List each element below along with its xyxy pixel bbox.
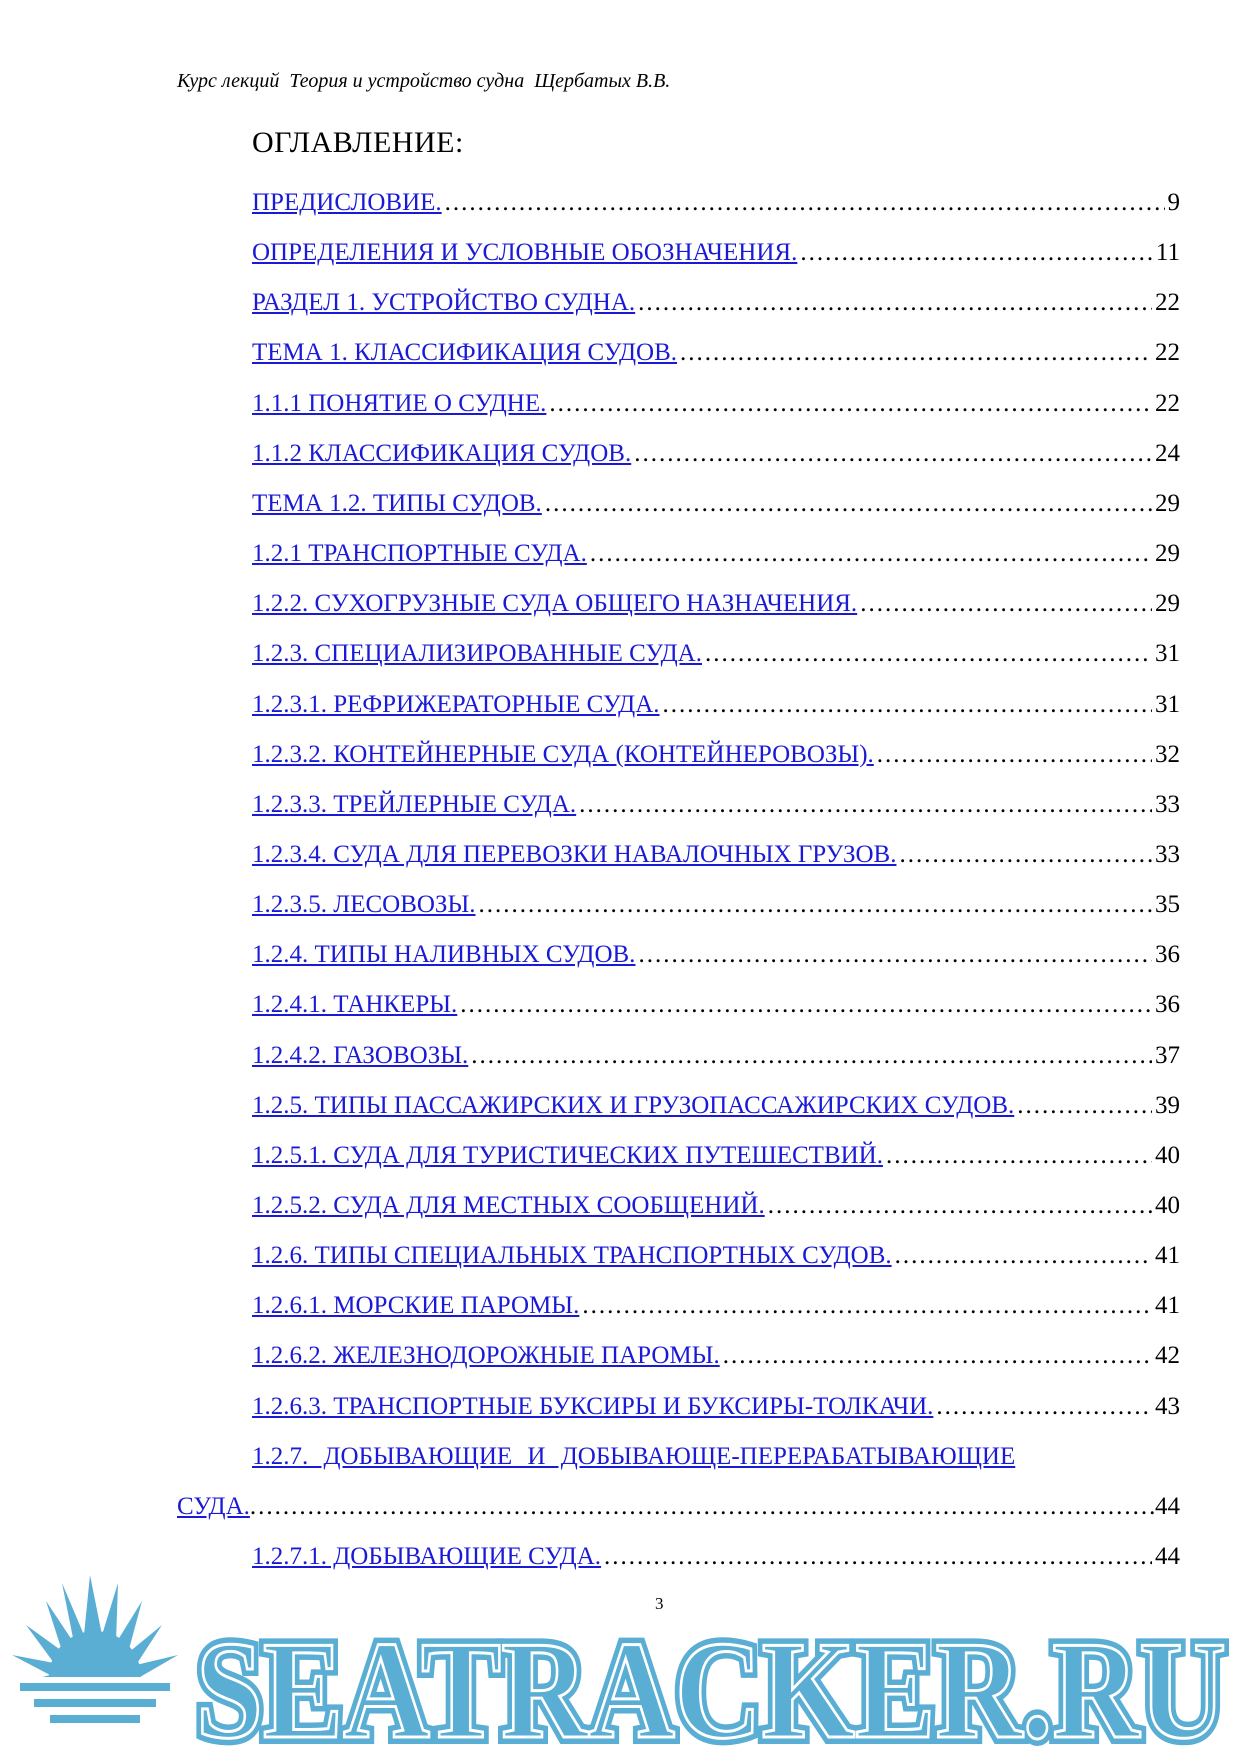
leader-dots [579, 788, 1152, 822]
leader-dots [680, 336, 1152, 370]
toc-entry-link[interactable]: СУДА. [177, 1493, 250, 1520]
toc-entry-page: 40 [1155, 1192, 1180, 1219]
toc-entry-page: 32 [1155, 740, 1180, 768]
toc-entry-page: 33 [1155, 790, 1180, 818]
sun-burst-icon [0, 1575, 200, 1754]
toc-entry-page: 31 [1155, 690, 1180, 718]
toc-title: ОГЛАВЛЕНИЕ: [252, 126, 464, 159]
leader-dots [549, 387, 1152, 421]
toc-entry-page: 41 [1155, 1292, 1180, 1320]
leader-dots [1017, 1089, 1152, 1123]
leader-dots [250, 1490, 1155, 1524]
toc-entry-link[interactable]: РАЗДЕЛ 1. УСТРОЙСТВО СУДНА. [252, 289, 636, 317]
leader-dots [800, 236, 1153, 270]
leader-dots [590, 537, 1152, 571]
leader-dots [479, 888, 1152, 922]
document-header: Курс лекций Теория и устройство судна Щербатых В.В. [177, 70, 671, 92]
leader-dots [895, 1239, 1152, 1273]
toc-entry-link[interactable]: 1.2.6. ТИПЫ СПЕЦИАЛЬНЫХ ТРАНСПОРТНЫХ СУДОВ. [252, 1242, 892, 1270]
toc-entry-page: 42 [1155, 1342, 1180, 1370]
leader-dots [860, 587, 1152, 621]
toc-entry-page: 29 [1155, 590, 1180, 618]
toc-entry-page: 24 [1155, 439, 1180, 467]
toc-entry-link[interactable]: 1.2.3.1. РЕФРИЖЕРАТОРНЫЕ СУДА. [252, 690, 660, 718]
toc-entry[interactable] [252, 1139, 1180, 1173]
toc-entry[interactable] [252, 738, 1180, 772]
toc-entry[interactable] [252, 537, 1180, 571]
toc-entry-link[interactable]: 1.2.6.1. МОРСКИЕ ПАРОМЫ. [252, 1292, 580, 1320]
toc-entry[interactable] [252, 587, 1180, 621]
leader-dots [936, 1390, 1152, 1424]
toc-entry-link[interactable]: 1.2.3.4. СУДА ДЛЯ ПЕРЕВОЗКИ НАВАЛОЧНЫХ ГРУЗОВ. [252, 840, 897, 868]
leader-dots [471, 1039, 1152, 1073]
toc-entry-page: 35 [1155, 891, 1180, 919]
toc-entry[interactable] [252, 1039, 1180, 1073]
toc-entry-link[interactable]: 1.2.5.1. СУДА ДЛЯ ТУРИСТИЧЕСКИХ ПУТЕШЕСТВИЙ. [252, 1141, 883, 1169]
toc-entry-page: 39 [1155, 1091, 1180, 1119]
toc-entry[interactable] [252, 186, 1180, 220]
leader-dots [582, 1289, 1152, 1323]
leader-dots [545, 487, 1152, 521]
toc-entry[interactable] [252, 487, 1180, 521]
toc-entry-link[interactable]: ОПРЕДЕЛЕНИЯ И УСЛОВНЫЕ ОБОЗНАЧЕНИЯ. [252, 239, 798, 267]
toc-entry-link[interactable]: 1.1.1 ПОНЯТИЕ О СУДНЕ. [252, 389, 547, 417]
toc-entry-link[interactable]: 1.2.3.3. ТРЕЙЛЕРНЫЕ СУДА. [252, 790, 577, 818]
toc-entry-link[interactable]: 1.2.1 ТРАНСПОРТНЫЕ СУДА. [252, 540, 587, 568]
toc-entry[interactable] [252, 1089, 1180, 1123]
toc-entry[interactable] [252, 236, 1180, 270]
toc-entry-link[interactable]: 1.2.3.5. ЛЕСОВОЗЫ. [252, 891, 476, 919]
toc-entry-page: 22 [1155, 339, 1180, 367]
toc-entry-page: 22 [1155, 289, 1180, 317]
toc-entry-page: 31 [1155, 640, 1180, 668]
watermark-text: SEATRACKER.RU [196, 1613, 1226, 1754]
toc-entry-page: 44 [1155, 1493, 1180, 1520]
toc-entry-link[interactable]: 1.2.2. СУХОГРУЗНЫЕ СУДА ОБЩЕГО НАЗНАЧЕНИЯ. [252, 590, 858, 618]
toc-entry-page: 43 [1155, 1392, 1180, 1420]
toc-entry-page: 29 [1155, 489, 1180, 517]
leader-dots [899, 838, 1152, 872]
leader-dots [723, 1339, 1152, 1373]
toc-entry-page: 9 [1167, 189, 1180, 216]
toc-entry[interactable] [252, 838, 1180, 872]
leader-dots [634, 437, 1152, 471]
toc-entry-page: 22 [1155, 389, 1180, 417]
leader-dots [638, 938, 1152, 972]
toc-entry-1-2-7-line1[interactable]: 1.2.7. ДОБЫВАЮЩИЕ И ДОБЫВАЮЩЕ-ПЕРЕРАБАТЫВАЮЩИЕ [252, 1443, 1016, 1470]
toc-entry[interactable] [252, 437, 1180, 471]
toc-entry-page: 36 [1155, 941, 1180, 969]
toc-entry-page: 11 [1155, 239, 1180, 267]
leader-dots [638, 286, 1152, 320]
toc-entry[interactable] [252, 1289, 1180, 1323]
toc-entry[interactable] [252, 1339, 1180, 1373]
toc-entry[interactable] [252, 1189, 1180, 1223]
leader-dots [877, 738, 1152, 772]
toc-entry-link[interactable]: ТЕМА 1.2. ТИПЫ СУДОВ. [252, 489, 542, 517]
toc-entry[interactable] [252, 286, 1180, 320]
leader-dots [768, 1189, 1152, 1223]
leader-dots [886, 1139, 1152, 1173]
toc-entry-page: 36 [1155, 991, 1180, 1019]
toc-entry-link[interactable]: 1.2.7.1. ДОБЫВАЮЩИЕ СУДА. [252, 1543, 602, 1570]
toc-entry-page: 40 [1155, 1141, 1180, 1169]
toc-entry-link[interactable]: 1.2.4.1. ТАНКЕРЫ. [252, 991, 458, 1019]
toc-entry-link[interactable]: 1.2.4. ТИПЫ НАЛИВНЫХ СУДОВ. [252, 941, 636, 969]
toc-entry-link[interactable]: 1.2.3.2. КОНТЕЙНЕРНЫЕ СУДА (КОНТЕЙНЕРОВОЗЫ). [252, 740, 874, 768]
toc-entry[interactable] [252, 688, 1180, 722]
toc-entry-page: 33 [1155, 840, 1180, 868]
seatracker-watermark-logo [0, 1565, 1240, 1754]
page-number: 3 [655, 1594, 664, 1613]
toc-entry-link[interactable]: ПРЕДИСЛОВИЕ. [252, 189, 442, 216]
toc-entry-1-2-7-line2[interactable] [177, 1490, 1180, 1524]
toc-entry-page: 37 [1155, 1041, 1180, 1069]
toc-entry-link[interactable]: 1.2.3. СПЕЦИАЛИЗИРОВАННЫЕ СУДА. [252, 640, 702, 668]
leader-dots [460, 988, 1152, 1022]
toc-entry-link[interactable]: 1.2.5. ТИПЫ ПАССАЖИРСКИХ И ГРУЗОПАССАЖИРСКИХ СУДОВ. [252, 1091, 1015, 1119]
leader-dots [705, 637, 1152, 671]
leader-dots [663, 688, 1152, 722]
toc-entry-link[interactable]: 1.2.5.2. СУДА ДЛЯ МЕСТНЫХ СООБЩЕНИЙ. [252, 1192, 765, 1219]
toc-entry[interactable] [252, 938, 1180, 972]
toc-entry-link[interactable]: 1.1.2 КЛАССИФИКАЦИЯ СУДОВ. [252, 439, 632, 467]
toc-entry[interactable] [252, 1390, 1180, 1424]
toc-entry-link[interactable]: ТЕМА 1. КЛАССИФИКАЦИЯ СУДОВ. [252, 339, 678, 367]
leader-dots [445, 186, 1165, 220]
toc-entry-page: 41 [1155, 1242, 1180, 1270]
toc-entry[interactable] [252, 387, 1180, 421]
toc-entry[interactable] [252, 336, 1180, 370]
toc-entry-link[interactable]: 1.2.4.2. ГАЗОВОЗЫ. [252, 1041, 469, 1069]
watermark-text-fill: SEATRACKER.RU [196, 1613, 1226, 1754]
toc-entry[interactable] [252, 1239, 1180, 1273]
toc-entry[interactable] [252, 888, 1180, 922]
toc-entry[interactable] [252, 788, 1180, 822]
toc-entry-page: 44 [1155, 1543, 1180, 1570]
toc-entry-link[interactable]: 1.2.6.3. ТРАНСПОРТНЫЕ БУКСИРЫ И БУКСИРЫ-ТОЛКАЧИ. [252, 1392, 934, 1420]
toc-entry[interactable] [252, 637, 1180, 671]
toc-entry-link[interactable]: 1.2.6.2. ЖЕЛЕЗНОДОРОЖНЫЕ ПАРОМЫ. [252, 1342, 720, 1370]
toc-entry[interactable] [252, 988, 1180, 1022]
toc-entry-page: 29 [1155, 540, 1180, 568]
